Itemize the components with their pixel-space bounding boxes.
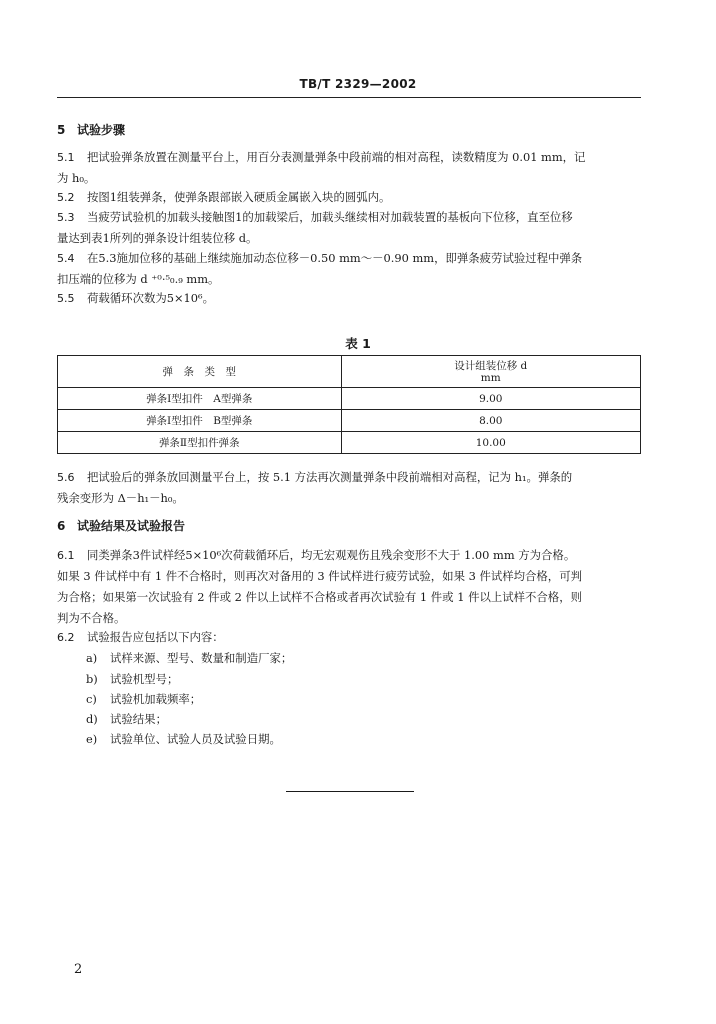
- list-item: e) 试验单位、试验人员及试验日期。: [86, 732, 281, 746]
- section-6-heading: [57, 517, 185, 534]
- clause-number: 6.2: [57, 631, 75, 644]
- paragraph-5-2: [57, 187, 641, 208]
- list-item: d) 试验结果；: [86, 712, 167, 726]
- clause-number: 5.6: [57, 471, 75, 484]
- section-5-heading: [57, 121, 125, 138]
- column-header-type: 弹 条 类 型: [58, 356, 342, 388]
- table-header-row: [58, 356, 641, 388]
- table-cell-value: 8.00: [341, 410, 640, 432]
- clause-number: 5.3: [57, 211, 75, 224]
- table-cell-type: 弹条Ⅱ型扣件弹条: [58, 432, 342, 454]
- table-cell-type: 弹条Ⅰ型扣件 B型弹条: [58, 410, 342, 432]
- text-line: 残余变形为 Δ－h₁－h₀。: [57, 491, 184, 505]
- table-row: [58, 410, 641, 432]
- text-line: 5.3 当疲劳试验机的加载头接触图1的加载梁后，加载头继续相对加载装置的基板向下位移，直至位移: [57, 207, 641, 228]
- table-row: [58, 432, 641, 454]
- text-line: 5.5 荷载循环次数为5×10⁶。: [57, 288, 641, 309]
- text-line: 5.6 把试验后的弹条放回测量平台上，按 5.1 方法再次测量弹条中段前端相对高程，记为 h₁。弹条的: [57, 467, 641, 488]
- table-caption: 表 1: [345, 336, 371, 351]
- text-line: 扣压端的位移为 d ⁺⁰·⁵₀.₉ mm。: [57, 272, 220, 286]
- header-rule: [57, 97, 641, 98]
- page-number: 2: [74, 962, 83, 977]
- end-rule: [286, 791, 414, 792]
- paragraph-6-1: [57, 545, 641, 629]
- list-item: a) 试样来源、型号、数量和制造厂家；: [86, 651, 293, 665]
- text-line: 为 h₀。: [57, 171, 96, 185]
- table-cell-value: 10.00: [341, 432, 640, 454]
- clause-number: 6.1: [57, 549, 75, 562]
- text-line: 6.2 试验报告应包括以下内容：: [57, 627, 641, 648]
- section-title: 试验步骤: [77, 123, 126, 137]
- table-cell-value: 9.00: [341, 388, 640, 410]
- list-item: b) 试验机型号；: [86, 672, 179, 686]
- text-line: 6.1 同类弹条3件试样经5×10⁶次荷载循环后，均无宏观观伤且残余变形不大于 1.00 mm 方为合格。: [57, 545, 641, 566]
- text-line: 量达到表1所列的弹条设计组装位移 d。: [57, 231, 258, 245]
- list-item: c) 试验机加载频率；: [86, 692, 202, 706]
- clause-number: 5.4: [57, 252, 75, 265]
- text-line: 5.2 按图1组装弹条，使弹条跟部嵌入硬质金属嵌入块的圆弧内。: [57, 187, 641, 208]
- standard-header: TB/T 2329—2002: [299, 77, 417, 91]
- paragraph-6-2: [57, 627, 641, 648]
- text-line: 5.4 在5.3施加位移的基础上继续施加动态位移－0.50 mm～－0.90 mm，即弹条疲劳试验过程中弹条: [57, 248, 641, 269]
- text-line: 如果 3 件试样中有 1 件不合格时，则再次对备用的 3 件试样进行疲劳试验，如果 3 件试样均合格，可判: [57, 569, 582, 583]
- clause-number: 5.2: [57, 191, 75, 204]
- paragraph-5-6: [57, 467, 641, 509]
- paragraph-5-5: [57, 288, 641, 309]
- column-header-displacement: [341, 356, 640, 388]
- clause-number: 5.1: [57, 151, 75, 164]
- section-title: 试验结果及试验报告: [77, 519, 186, 533]
- paragraph-5-1: [57, 147, 641, 189]
- paragraph-5-4: [57, 248, 641, 290]
- displacement-table: [57, 355, 641, 454]
- column-header-label: 设计组装位移 d: [454, 359, 528, 372]
- table-cell-type: 弹条Ⅰ型扣件 A型弹条: [58, 388, 342, 410]
- table-row: [58, 388, 641, 410]
- section-number: 5: [57, 123, 66, 137]
- column-header-unit: mm: [480, 371, 501, 384]
- clause-number: 5.5: [57, 292, 75, 305]
- text-line: 为合格；如果第一次试验有 2 件或 2 件以上试样不合格或者再次试验有 1 件或 1 件以上试样不合格，则: [57, 590, 582, 604]
- text-line: 5.1 把试验弹条放置在测量平台上，用百分表测量弹条中段前端的相对高程，读数精度为 0.01 mm，记: [57, 147, 641, 168]
- paragraph-5-3: [57, 207, 641, 249]
- section-number: 6: [57, 519, 66, 533]
- text-line: 判为不合格。: [57, 611, 126, 625]
